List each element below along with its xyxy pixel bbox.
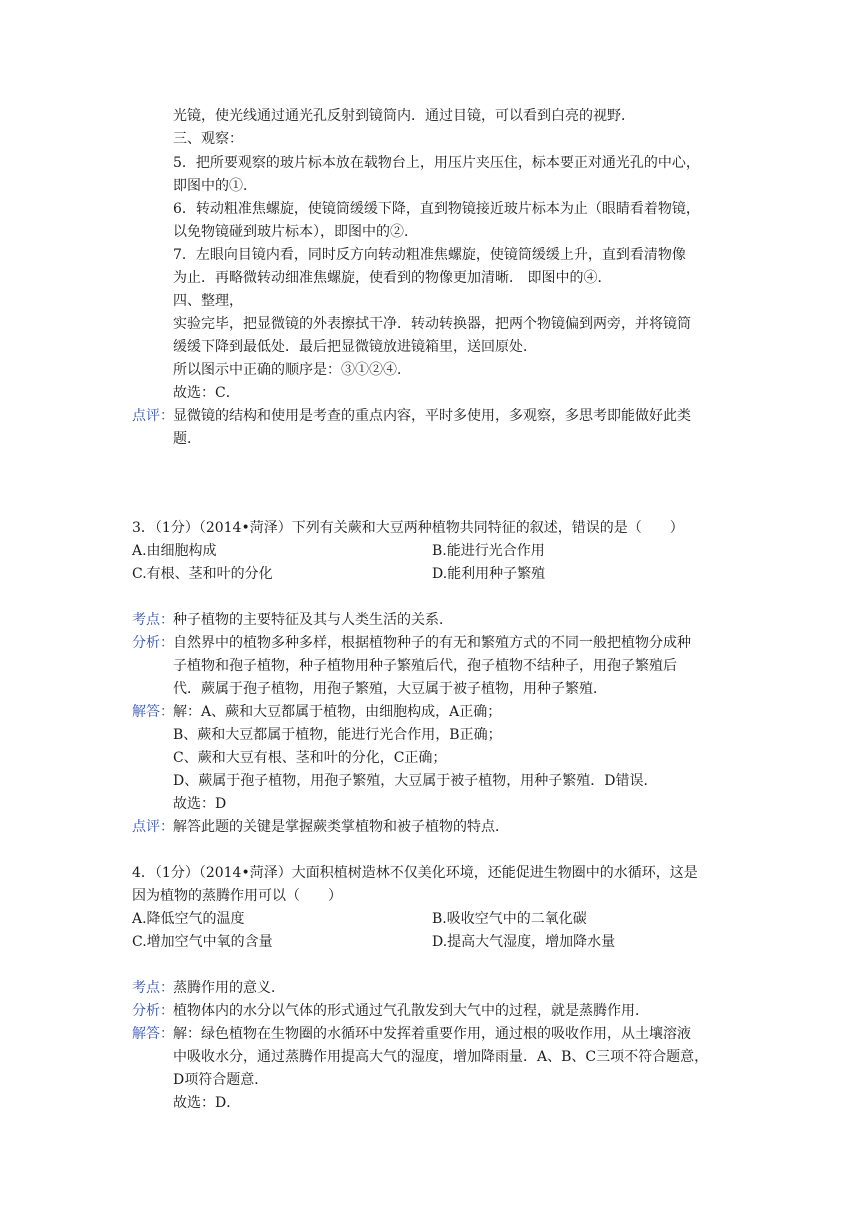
section-tidy-title: 四、整理，: [173, 293, 243, 309]
q3-jieda-line-3: C、蕨和大豆有根、茎和叶的分化，C正确；: [173, 750, 447, 766]
order-statement: 所以图示中正确的顺序是：③①②④．: [173, 362, 411, 378]
q4-jieda-label: 解答：: [132, 1026, 174, 1042]
q4-answer: 故选：D．: [173, 1095, 241, 1111]
continuation-text: 光镜，使光线通过通光孔反射到镜筒内．通过目镜，可以看到白亮的视野．: [173, 108, 635, 124]
q3-kaodian-text: 种子植物的主要特征及其与人类生活的关系．: [173, 612, 453, 628]
q3-stem: 3．（1分）（2014•菏泽）下列有关蕨和大豆两种植物共同特征的叙述，错误的是（ ）: [132, 520, 684, 536]
q3-jieda-line-2: B、蕨和大豆都属于植物，能进行光合作用，B正确；: [173, 727, 502, 743]
q3-fenxi-line-3: 代．蕨属于孢子植物，用孢子繁殖，大豆属于被子植物，用种子繁殖．: [173, 681, 607, 697]
tidy-line-2: 缓缓下降到最低处．最后把显微镜放进镜箱里，送回原处．: [173, 339, 537, 355]
q4-jieda-line-2: 中吸收水分，通过蒸腾作用提高大气的湿度，增加降雨量．A、B、C三项不符合题意，: [173, 1049, 709, 1065]
q3-jieda-line-1: 解：A、蕨和大豆都属于植物，由细胞构成，A正确；: [173, 704, 502, 720]
review-line-1: 显微镜的结构和使用是考查的重点内容，平时多使用，多观察，多思考即能做好此类: [173, 408, 691, 424]
step-5-line-2: 即图中的①．: [173, 178, 257, 194]
q3-review-text: 解答此题的关键是掌握蕨类掌植物和被子植物的特点．: [173, 819, 509, 835]
q3-fenxi-line-1: 自然界中的植物多种多样，根据植物种子的有无和繁殖方式的不同一般把植物分成种: [173, 635, 691, 651]
review-line-2: 题．: [173, 431, 201, 447]
q3-jieda-line-4: D、蕨属于孢子植物，用孢子繁殖，大豆属于被子植物，用种子繁殖．D错误．: [173, 773, 658, 789]
q4-option-a: A.降低空气的温度: [132, 911, 245, 927]
q4-fenxi-label: 分析：: [132, 1003, 174, 1019]
step-6-line-2: 以免物镜碰到玻片标本），即图中的②．: [173, 224, 418, 240]
q3-fenxi-label: 分析：: [132, 635, 174, 651]
q3-answer: 故选：D: [173, 796, 227, 812]
q3-option-a: A.由细胞构成: [132, 543, 217, 559]
q3-kaodian-label: 考点：: [132, 612, 174, 628]
q4-option-d: D.提高大气湿度，增加降水量: [432, 934, 616, 950]
section-observe-title: 三、观察：: [173, 131, 243, 147]
q3-fenxi-line-2: 子植物和孢子植物，种子植物用种子繁殖后代，孢子植物不结种子，用孢子繁殖后: [173, 658, 677, 674]
q4-stem-line-1: 4．（1分）（2014•菏泽）大面积植树造林不仅美化环境，还能促进生物圈中的水循环，这是: [132, 865, 698, 881]
q4-fenxi-text: 植物体内的水分以气体的形式通过气孔散发到大气中的过程，就是蒸腾作用．: [173, 1003, 649, 1019]
q4-kaodian-text: 蒸腾作用的意义．: [173, 980, 285, 996]
q4-stem-line-2: 因为植物的蒸腾作用可以（ ）: [132, 888, 342, 904]
q3-option-c: C.有根、茎和叶的分化: [132, 566, 273, 582]
step-5-line-1: 5．把所要观察的玻片标本放在载物台上，用压片夹压住，标本要正对通光孔的中心，: [173, 155, 700, 171]
q4-jieda-line-1: 解：绿色植物在生物圈的水循环中发挥着重要作用，通过根的吸收作用，从土壤溶液: [173, 1026, 691, 1042]
q3-option-d: D.能利用种子繁殖: [432, 566, 546, 582]
q4-option-b: B.吸收空气中的二氧化碳: [432, 911, 587, 927]
q3-jieda-label: 解答：: [132, 704, 174, 720]
q4-jieda-line-3: D项符合题意．: [173, 1072, 269, 1088]
q4-option-c: C.增加空气中氧的含量: [132, 934, 273, 950]
q4-kaodian-label: 考点：: [132, 980, 174, 996]
q3-option-b: B.能进行光合作用: [432, 543, 545, 559]
review-label: 点评：: [132, 408, 174, 424]
step-6-line-1: 6．转动粗准焦螺旋，使镜筒缓缓下降，直到物镜接近玻片标本为止（眼睛看着物镜，: [173, 201, 700, 217]
step-7-line-2: 为止．再略微转动细准焦螺旋，使看到的物像更加清晰． 即图中的④．: [173, 270, 612, 286]
q3-review-label: 点评：: [132, 819, 174, 835]
tidy-line-1: 实验完毕，把显微镜的外表擦拭干净．转动转换器，把两个物镜偏到两旁，并将镜筒: [173, 316, 691, 332]
step-7-line-1: 7．左眼向目镜内看，同时反方向转动粗准焦螺旋，使镜筒缓缓上升，直到看清物像: [173, 247, 686, 263]
answer-choice: 故选：C．: [173, 385, 240, 401]
